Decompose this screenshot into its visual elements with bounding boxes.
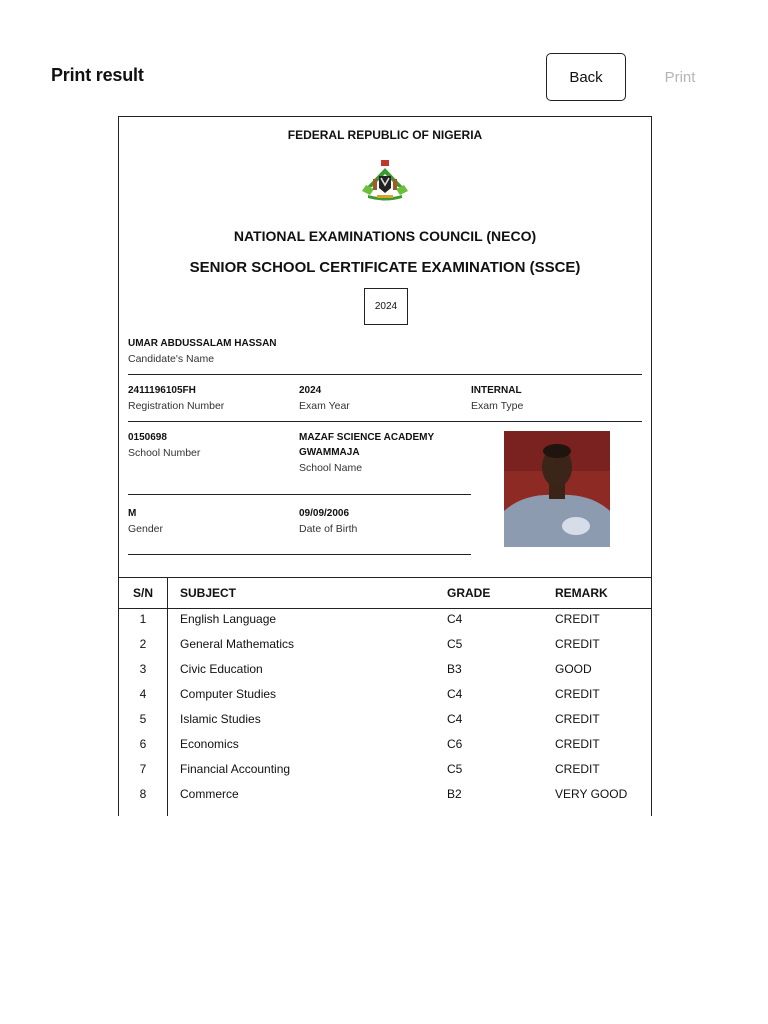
country-heading: FEDERAL REPUBLIC OF NIGERIA <box>287 128 483 142</box>
row-remark: CREDIT <box>555 762 600 776</box>
table-row <box>119 632 652 657</box>
gender-label: Gender <box>128 523 164 535</box>
table-row <box>119 707 652 732</box>
registration-number-label: Registration Number <box>128 400 225 412</box>
exam-heading: SENIOR SCHOOL CERTIFICATE EXAMINATION (SSCE) <box>189 259 581 276</box>
row-remark: CREDIT <box>555 712 600 726</box>
council-heading: NATIONAL EXAMINATIONS COUNCIL (NECO) <box>233 228 537 244</box>
registration-number: 2411196105FH <box>128 385 196 396</box>
row-grade: B2 <box>447 787 462 801</box>
date-of-birth-label: Date of Birth <box>299 523 358 535</box>
row-subject: Islamic Studies <box>180 712 261 726</box>
exam-year: 2024 <box>299 385 322 396</box>
row-subject: English Language <box>180 612 277 626</box>
row-sn: 6 <box>139 737 147 751</box>
row-sn: 1 <box>139 612 147 626</box>
row-grade: C5 <box>447 762 463 776</box>
column-header-sn: S/N <box>132 586 153 600</box>
row-subject: General Mathematics <box>180 637 295 651</box>
row-subject: Civic Education <box>180 662 263 676</box>
candidate-photo <box>504 431 610 547</box>
row-sn: 2 <box>139 637 147 651</box>
row-sn: 5 <box>139 712 147 726</box>
table-row <box>119 757 652 782</box>
year-box: 2024 <box>364 288 408 325</box>
page-title: Print result <box>51 65 144 85</box>
exam-type-label: Exam Type <box>471 400 524 412</box>
result-certificate <box>118 116 652 816</box>
table-row <box>119 657 652 682</box>
row-remark: VERY GOOD <box>555 787 628 801</box>
row-grade: C4 <box>447 687 463 701</box>
results-table-header <box>119 577 652 609</box>
school-name-line1: MAZAF SCIENCE ACADEMY <box>299 432 435 443</box>
row-grade: C4 <box>447 712 463 726</box>
gender: M <box>128 508 137 519</box>
column-header-subject: SUBJECT <box>180 586 237 600</box>
school-number-label: School Number <box>128 447 201 459</box>
row-remark: CREDIT <box>555 612 600 626</box>
row-remark: CREDIT <box>555 687 600 701</box>
table-row <box>119 782 652 807</box>
row-grade: B3 <box>447 662 462 676</box>
exam-type: INTERNAL <box>471 385 522 396</box>
row-grade: C6 <box>447 737 463 751</box>
column-header-remark: REMARK <box>555 586 608 600</box>
row-subject: Computer Studies <box>180 687 277 701</box>
row-subject: Economics <box>180 737 239 751</box>
row-subject: Commerce <box>180 787 239 801</box>
candidate-name-label: Candidate's Name <box>128 353 215 365</box>
coat-of-arms-icon <box>360 159 410 205</box>
row-subject: Financial Accounting <box>180 762 291 776</box>
row-sn: 7 <box>139 762 147 776</box>
school-name-line2: GWAMMAJA <box>299 447 360 458</box>
row-sn: 8 <box>139 787 147 801</box>
date-of-birth: 09/09/2006 <box>299 508 350 519</box>
school-number: 0150698 <box>128 432 167 443</box>
row-grade: C5 <box>447 637 463 651</box>
row-sn: 3 <box>139 662 147 676</box>
divider <box>128 494 471 495</box>
print-button[interactable]: Print <box>650 53 710 101</box>
row-remark: CREDIT <box>555 637 600 651</box>
candidate-name: UMAR ABDUSSALAM HASSAN <box>128 338 277 349</box>
divider <box>128 374 642 375</box>
exam-year-label: Exam Year <box>299 400 350 412</box>
row-sn: 4 <box>139 687 147 701</box>
table-row <box>119 682 652 707</box>
divider <box>128 421 642 422</box>
divider <box>128 554 471 555</box>
column-header-grade: GRADE <box>447 586 491 600</box>
table-row <box>119 607 652 632</box>
row-remark: CREDIT <box>555 737 600 751</box>
table-row <box>119 732 652 757</box>
back-button[interactable]: Back <box>546 53 626 101</box>
school-name-label: School Name <box>299 462 363 474</box>
row-remark: GOOD <box>555 662 592 676</box>
row-grade: C4 <box>447 612 463 626</box>
